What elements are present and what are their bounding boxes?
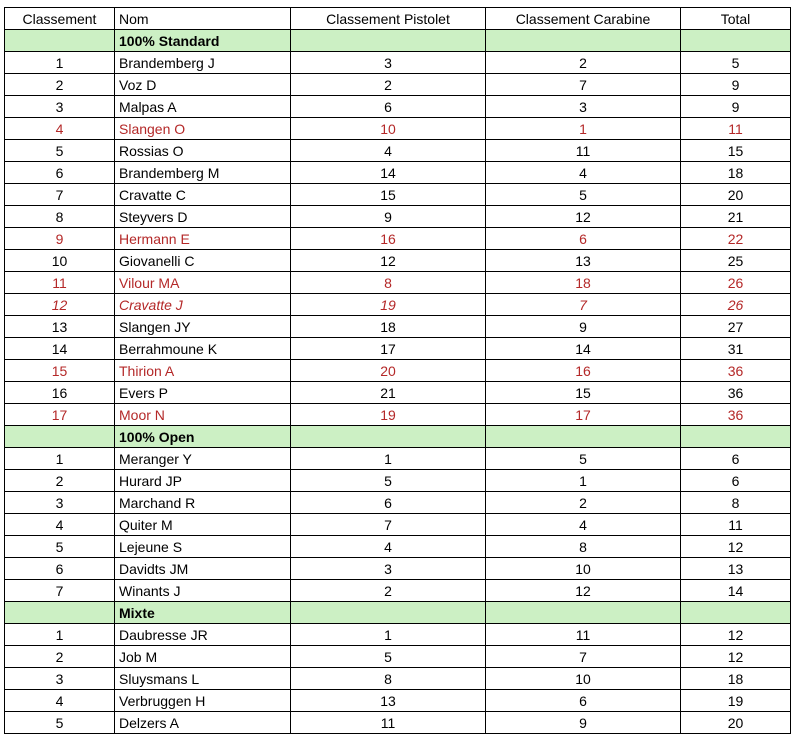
- section-fill-cell: [291, 602, 486, 624]
- table-row: [5, 250, 791, 272]
- cell-pistol: 1: [291, 448, 486, 470]
- section-row: [5, 30, 791, 52]
- table-row: [5, 470, 791, 492]
- cell-name: Verbruggen H: [115, 690, 291, 712]
- header-total: Total: [681, 8, 791, 30]
- cell-rifle: 7: [486, 646, 681, 668]
- table-row: [5, 492, 791, 514]
- cell-name: Vilour MA: [115, 272, 291, 294]
- section-fill-cell: [5, 30, 115, 52]
- cell-pistol: 19: [291, 404, 486, 426]
- cell-pistol: 8: [291, 272, 486, 294]
- ranking-table: [4, 7, 791, 734]
- cell-rank: 5: [5, 712, 115, 734]
- cell-name: Daubresse JR: [115, 624, 291, 646]
- table-row: [5, 514, 791, 536]
- cell-rank: 17: [5, 404, 115, 426]
- cell-rifle: 11: [486, 624, 681, 646]
- section-row: [5, 426, 791, 448]
- cell-total: 20: [681, 184, 791, 206]
- cell-name: Cravatte C: [115, 184, 291, 206]
- cell-rank: 2: [5, 74, 115, 96]
- cell-name: Rossias O: [115, 140, 291, 162]
- cell-rank: 10: [5, 250, 115, 272]
- cell-pistol: 17: [291, 338, 486, 360]
- cell-total: 22: [681, 228, 791, 250]
- table-row: [5, 228, 791, 250]
- cell-pistol: 7: [291, 514, 486, 536]
- cell-total: 9: [681, 96, 791, 118]
- cell-total: 20: [681, 712, 791, 734]
- cell-total: 12: [681, 536, 791, 558]
- cell-rank: 12: [5, 294, 115, 316]
- cell-pistol: 6: [291, 96, 486, 118]
- section-row: [5, 602, 791, 624]
- cell-pistol: 3: [291, 558, 486, 580]
- section-title: 100% Standard: [115, 30, 291, 52]
- cell-pistol: 4: [291, 140, 486, 162]
- cell-name: Evers P: [115, 382, 291, 404]
- cell-rifle: 9: [486, 712, 681, 734]
- cell-name: Marchand R: [115, 492, 291, 514]
- cell-rifle: 11: [486, 140, 681, 162]
- table-row: [5, 448, 791, 470]
- table-row: [5, 338, 791, 360]
- cell-rank: 11: [5, 272, 115, 294]
- table-row: [5, 118, 791, 140]
- cell-rifle: 18: [486, 272, 681, 294]
- cell-rank: 1: [5, 448, 115, 470]
- cell-name: Brandemberg M: [115, 162, 291, 184]
- cell-rifle: 4: [486, 514, 681, 536]
- cell-rank: 4: [5, 514, 115, 536]
- table-row: [5, 712, 791, 734]
- cell-rifle: 10: [486, 558, 681, 580]
- cell-name: Brandemberg J: [115, 52, 291, 74]
- cell-name: Cravatte J: [115, 294, 291, 316]
- table-row: [5, 360, 791, 382]
- cell-total: 27: [681, 316, 791, 338]
- cell-pistol: 13: [291, 690, 486, 712]
- table-row: [5, 382, 791, 404]
- cell-rifle: 12: [486, 580, 681, 602]
- cell-pistol: 16: [291, 228, 486, 250]
- cell-rifle: 14: [486, 338, 681, 360]
- cell-name: Voz D: [115, 74, 291, 96]
- table-body: [5, 30, 791, 734]
- cell-rank: 16: [5, 382, 115, 404]
- cell-rifle: 5: [486, 448, 681, 470]
- cell-total: 21: [681, 206, 791, 228]
- section-fill-cell: [486, 426, 681, 448]
- cell-rank: 14: [5, 338, 115, 360]
- header-name: Nom: [115, 8, 291, 30]
- cell-total: 18: [681, 162, 791, 184]
- cell-rifle: 1: [486, 470, 681, 492]
- cell-rifle: 8: [486, 536, 681, 558]
- header-row: [5, 8, 791, 30]
- header-pistol: Classement Pistolet: [291, 8, 486, 30]
- cell-pistol: 2: [291, 74, 486, 96]
- cell-pistol: 12: [291, 250, 486, 272]
- cell-rifle: 15: [486, 382, 681, 404]
- cell-rifle: 3: [486, 96, 681, 118]
- cell-rifle: 6: [486, 690, 681, 712]
- cell-rank: 3: [5, 492, 115, 514]
- cell-name: Winants J: [115, 580, 291, 602]
- cell-total: 6: [681, 448, 791, 470]
- cell-name: Hurard JP: [115, 470, 291, 492]
- table-row: [5, 140, 791, 162]
- cell-rank: 4: [5, 690, 115, 712]
- table-row: [5, 74, 791, 96]
- cell-rank: 15: [5, 360, 115, 382]
- cell-rifle: 13: [486, 250, 681, 272]
- table-row: [5, 184, 791, 206]
- cell-rifle: 6: [486, 228, 681, 250]
- cell-total: 11: [681, 514, 791, 536]
- cell-name: Quiter M: [115, 514, 291, 536]
- cell-rank: 7: [5, 184, 115, 206]
- table-row: [5, 272, 791, 294]
- cell-name: Thirion A: [115, 360, 291, 382]
- cell-total: 9: [681, 74, 791, 96]
- cell-pistol: 21: [291, 382, 486, 404]
- cell-name: Delzers A: [115, 712, 291, 734]
- cell-pistol: 4: [291, 536, 486, 558]
- table-row: [5, 52, 791, 74]
- header-rank: Classement: [5, 8, 115, 30]
- cell-total: 8: [681, 492, 791, 514]
- cell-pistol: 18: [291, 316, 486, 338]
- cell-pistol: 3: [291, 52, 486, 74]
- header-rifle: Classement Carabine: [486, 8, 681, 30]
- cell-total: 6: [681, 470, 791, 492]
- cell-total: 12: [681, 624, 791, 646]
- cell-pistol: 5: [291, 646, 486, 668]
- cell-rank: 13: [5, 316, 115, 338]
- cell-pistol: 10: [291, 118, 486, 140]
- cell-name: Slangen JY: [115, 316, 291, 338]
- table-row: [5, 646, 791, 668]
- cell-rifle: 17: [486, 404, 681, 426]
- cell-name: Slangen O: [115, 118, 291, 140]
- cell-rank: 5: [5, 536, 115, 558]
- cell-rank: 8: [5, 206, 115, 228]
- cell-total: 36: [681, 382, 791, 404]
- cell-pistol: 19: [291, 294, 486, 316]
- cell-name: Job M: [115, 646, 291, 668]
- cell-name: Davidts JM: [115, 558, 291, 580]
- cell-total: 14: [681, 580, 791, 602]
- cell-rank: 3: [5, 96, 115, 118]
- cell-rifle: 16: [486, 360, 681, 382]
- section-fill-cell: [486, 602, 681, 624]
- table-row: [5, 294, 791, 316]
- cell-total: 19: [681, 690, 791, 712]
- cell-rank: 6: [5, 558, 115, 580]
- cell-rank: 6: [5, 162, 115, 184]
- cell-rifle: 2: [486, 52, 681, 74]
- cell-pistol: 15: [291, 184, 486, 206]
- cell-rank: 1: [5, 52, 115, 74]
- cell-total: 31: [681, 338, 791, 360]
- table-row: [5, 162, 791, 184]
- table-row: [5, 624, 791, 646]
- cell-rifle: 12: [486, 206, 681, 228]
- cell-rank: 2: [5, 470, 115, 492]
- cell-name: Meranger Y: [115, 448, 291, 470]
- table-row: [5, 316, 791, 338]
- cell-rank: 4: [5, 118, 115, 140]
- cell-total: 12: [681, 646, 791, 668]
- table-row: [5, 690, 791, 712]
- cell-name: Malpas A: [115, 96, 291, 118]
- table-row: [5, 206, 791, 228]
- cell-pistol: 14: [291, 162, 486, 184]
- cell-pistol: 6: [291, 492, 486, 514]
- cell-rank: 5: [5, 140, 115, 162]
- cell-name: Steyvers D: [115, 206, 291, 228]
- cell-total: 36: [681, 404, 791, 426]
- cell-pistol: 8: [291, 668, 486, 690]
- cell-pistol: 5: [291, 470, 486, 492]
- section-fill-cell: [486, 30, 681, 52]
- cell-rank: 2: [5, 646, 115, 668]
- cell-total: 13: [681, 558, 791, 580]
- section-title: 100% Open: [115, 426, 291, 448]
- cell-total: 25: [681, 250, 791, 272]
- cell-rifle: 1: [486, 118, 681, 140]
- cell-rank: 1: [5, 624, 115, 646]
- cell-rifle: 10: [486, 668, 681, 690]
- cell-name: Hermann E: [115, 228, 291, 250]
- cell-rank: 3: [5, 668, 115, 690]
- cell-total: 5: [681, 52, 791, 74]
- cell-total: 11: [681, 118, 791, 140]
- table-row: [5, 96, 791, 118]
- cell-rifle: 5: [486, 184, 681, 206]
- cell-name: Giovanelli C: [115, 250, 291, 272]
- cell-total: 26: [681, 294, 791, 316]
- cell-rifle: 7: [486, 294, 681, 316]
- table-row: [5, 536, 791, 558]
- cell-name: Lejeune S: [115, 536, 291, 558]
- cell-total: 26: [681, 272, 791, 294]
- cell-total: 18: [681, 668, 791, 690]
- cell-rank: 7: [5, 580, 115, 602]
- section-fill-cell: [681, 426, 791, 448]
- table-row: [5, 668, 791, 690]
- table-row: [5, 558, 791, 580]
- section-fill-cell: [5, 426, 115, 448]
- section-fill-cell: [291, 426, 486, 448]
- cell-name: Moor N: [115, 404, 291, 426]
- section-fill-cell: [681, 30, 791, 52]
- cell-rank: 9: [5, 228, 115, 250]
- table-row: [5, 580, 791, 602]
- cell-pistol: 2: [291, 580, 486, 602]
- cell-rifle: 7: [486, 74, 681, 96]
- table-row: [5, 404, 791, 426]
- section-fill-cell: [291, 30, 486, 52]
- section-title: Mixte: [115, 602, 291, 624]
- cell-total: 36: [681, 360, 791, 382]
- cell-pistol: 11: [291, 712, 486, 734]
- cell-rifle: 4: [486, 162, 681, 184]
- section-fill-cell: [5, 602, 115, 624]
- cell-total: 15: [681, 140, 791, 162]
- section-fill-cell: [681, 602, 791, 624]
- cell-name: Berrahmoune K: [115, 338, 291, 360]
- cell-pistol: 20: [291, 360, 486, 382]
- cell-rifle: 2: [486, 492, 681, 514]
- cell-rifle: 9: [486, 316, 681, 338]
- cell-name: Sluysmans L: [115, 668, 291, 690]
- cell-pistol: 1: [291, 624, 486, 646]
- cell-pistol: 9: [291, 206, 486, 228]
